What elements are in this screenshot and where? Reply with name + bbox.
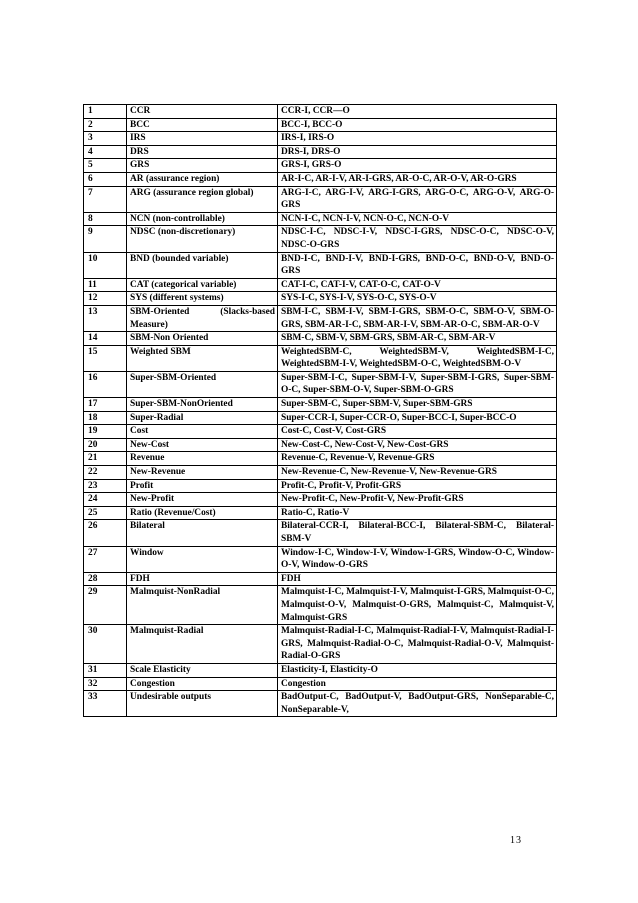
table-row	[84, 172, 557, 186]
table-row	[84, 371, 557, 397]
model-name-cell: GRS	[127, 159, 278, 173]
table-row	[84, 546, 557, 572]
row-number-cell: 17	[84, 398, 127, 412]
row-number-cell: 28	[84, 572, 127, 586]
table-row	[84, 677, 557, 691]
model-name-cell: Scale Elasticity	[127, 663, 278, 677]
row-number-cell: 2	[84, 118, 127, 132]
table-row	[84, 212, 557, 226]
model-variants-cell: GRS-I, GRS-O	[278, 159, 557, 173]
model-name-cell: SBM-Non Oriented	[127, 332, 278, 346]
table-row	[84, 345, 557, 371]
row-number-cell: 31	[84, 663, 127, 677]
model-name-cell: CAT (categorical variable)	[127, 278, 278, 292]
row-number-cell: 32	[84, 677, 127, 691]
row-number-cell: 26	[84, 520, 127, 546]
table-row	[84, 452, 557, 466]
model-variants-cell: Super-CCR-I, Super-CCR-O, Super-BCC-I, Super-BCC-O	[278, 411, 557, 425]
row-number-cell: 1	[84, 105, 127, 119]
model-name-cell: Cost	[127, 425, 278, 439]
row-number-cell: 13	[84, 305, 127, 331]
model-variants-cell: AR-I-C, AR-I-V, AR-I-GRS, AR-O-C, AR-O-V, AR-O-GRS	[278, 172, 557, 186]
model-variants-cell: Malmquist-Radial-I-C, Malmquist-Radial-I-V, Malmquist-Radial-I-GRS, Malmquist-Radial-O-C, Malmquist-Radial-O-V, Malmquist-Radial-O-GRS	[278, 625, 557, 664]
model-variants-cell: Super-SBM-I-C, Super-SBM-I-V, Super-SBM-I-GRS, Super-SBM-O-C, Super-SBM-O-V, Super-SBM-O-GRS	[278, 371, 557, 397]
model-variants-cell: SYS-I-C, SYS-I-V, SYS-O-C, SYS-O-V	[278, 292, 557, 306]
model-name-cell: FDH	[127, 572, 278, 586]
model-variants-cell: New-Profit-C, New-Profit-V, New-Profit-GRS	[278, 493, 557, 507]
model-variants-cell: CCR-I, CCR—O	[278, 105, 557, 119]
model-variants-cell: Window-I-C, Window-I-V, Window-I-GRS, Window-O-C, Window-O-V, Window-O-GRS	[278, 546, 557, 572]
model-variants-cell: Bilateral-CCR-I, Bilateral-BCC-I, Bilateral-SBM-C, Bilateral-SBM-V	[278, 520, 557, 546]
model-name-cell: BCC	[127, 118, 278, 132]
model-variants-cell: CAT-I-C, CAT-I-V, CAT-O-C, CAT-O-V	[278, 278, 557, 292]
model-name-cell: IRS	[127, 132, 278, 146]
table-row	[84, 663, 557, 677]
model-variants-cell: SBM-I-C, SBM-I-V, SBM-I-GRS, SBM-O-C, SBM-O-V, SBM-O-GRS, SBM-AR-I-C, SBM-AR-I-V, SBM-AR-O-C, SBM-AR-O-V	[278, 305, 557, 331]
model-variants-cell: WeightedSBM-C, WeightedSBM-V, WeightedSBM-I-C, WeightedSBM-I-V, WeightedSBM-O-C, WeightedSBM-O-V	[278, 345, 557, 371]
model-name-cell: New-Cost	[127, 438, 278, 452]
row-number-cell: 12	[84, 292, 127, 306]
table-row	[84, 278, 557, 292]
model-variants-cell: Malmquist-I-C, Malmquist-I-V, Malmquist-I-GRS, Malmquist-O-C, Malmquist-O-V, Malmquist-O-GRS, Malmquist-C, Malmquist-V, Malmquist-GRS	[278, 586, 557, 625]
model-name-cell: Super-SBM-Oriented	[127, 371, 278, 397]
table-row	[84, 438, 557, 452]
model-variants-cell: IRS-I, IRS-O	[278, 132, 557, 146]
row-number-cell: 14	[84, 332, 127, 346]
model-name-cell: Super-Radial	[127, 411, 278, 425]
row-number-cell: 15	[84, 345, 127, 371]
model-name-cell: ARG (assurance region global)	[127, 186, 278, 212]
model-name-cell: Profit	[127, 479, 278, 493]
row-number-cell: 9	[84, 226, 127, 252]
model-variants-cell: NCN-I-C, NCN-I-V, NCN-O-C, NCN-O-V	[278, 212, 557, 226]
table-row	[84, 625, 557, 664]
model-variants-cell: Congestion	[278, 677, 557, 691]
model-name-cell: CCR	[127, 105, 278, 119]
model-name-cell: Revenue	[127, 452, 278, 466]
model-name-cell: Super-SBM-NonOriented	[127, 398, 278, 412]
model-name-cell: Window	[127, 546, 278, 572]
table-row	[84, 425, 557, 439]
table-row	[84, 506, 557, 520]
table-row	[84, 226, 557, 252]
table-row	[84, 466, 557, 480]
model-variants-cell: Elasticity-I, Elasticity-O	[278, 663, 557, 677]
row-number-cell: 11	[84, 278, 127, 292]
table-row	[84, 479, 557, 493]
row-number-cell: 21	[84, 452, 127, 466]
model-name-cell: New-Revenue	[127, 466, 278, 480]
model-name-cell: New-Profit	[127, 493, 278, 507]
model-variants-cell: BND-I-C, BND-I-V, BND-I-GRS, BND-O-C, BND-O-V, BND-O-GRS	[278, 252, 557, 278]
row-number-cell: 23	[84, 479, 127, 493]
row-number-cell: 6	[84, 172, 127, 186]
table-row	[84, 105, 557, 119]
row-number-cell: 27	[84, 546, 127, 572]
model-name-cell: Congestion	[127, 677, 278, 691]
row-number-cell: 33	[84, 691, 127, 717]
row-number-cell: 4	[84, 145, 127, 159]
model-variants-cell: BCC-I, BCC-O	[278, 118, 557, 132]
table-row	[84, 252, 557, 278]
model-name-cell: Ratio (Revenue/Cost)	[127, 506, 278, 520]
model-name-cell: NDSC (non-discretionary)	[127, 226, 278, 252]
table-row	[84, 332, 557, 346]
row-number-cell: 22	[84, 466, 127, 480]
model-name-cell: SBM-Oriented (Slacks-based Measure)	[127, 305, 278, 331]
table-row	[84, 411, 557, 425]
model-name-cell: DRS	[127, 145, 278, 159]
model-variants-cell: DRS-I, DRS-O	[278, 145, 557, 159]
table-row	[84, 186, 557, 212]
table-row	[84, 398, 557, 412]
model-variants-cell: ARG-I-C, ARG-I-V, ARG-I-GRS, ARG-O-C, ARG-O-V, ARG-O-GRS	[278, 186, 557, 212]
table-row	[84, 586, 557, 625]
row-number-cell: 29	[84, 586, 127, 625]
row-number-cell: 19	[84, 425, 127, 439]
table-body	[84, 105, 557, 717]
row-number-cell: 20	[84, 438, 127, 452]
model-variants-cell: NDSC-I-C, NDSC-I-V, NDSC-I-GRS, NDSC-O-C, NDSC-O-V, NDSC-O-GRS	[278, 226, 557, 252]
table-row	[84, 118, 557, 132]
model-name-cell: Weighted SBM	[127, 345, 278, 371]
row-number-cell: 5	[84, 159, 127, 173]
row-number-cell: 25	[84, 506, 127, 520]
table-row	[84, 305, 557, 331]
table-row	[84, 145, 557, 159]
row-number-cell: 18	[84, 411, 127, 425]
model-variants-cell: Cost-C, Cost-V, Cost-GRS	[278, 425, 557, 439]
table-row	[84, 132, 557, 146]
table-row	[84, 691, 557, 717]
table-row	[84, 572, 557, 586]
model-variants-cell: FDH	[278, 572, 557, 586]
model-name-cell: NCN (non-controllable)	[127, 212, 278, 226]
row-number-cell: 7	[84, 186, 127, 212]
table-row	[84, 292, 557, 306]
model-variants-cell: Ratio-C, Ratio-V	[278, 506, 557, 520]
table-row	[84, 159, 557, 173]
model-name-cell: Malmquist-Radial	[127, 625, 278, 664]
model-name-cell: SYS (different systems)	[127, 292, 278, 306]
model-variants-cell: New-Revenue-C, New-Revenue-V, New-Revenue-GRS	[278, 466, 557, 480]
model-variants-cell: New-Cost-C, New-Cost-V, New-Cost-GRS	[278, 438, 557, 452]
row-number-cell: 3	[84, 132, 127, 146]
row-number-cell: 24	[84, 493, 127, 507]
table-row	[84, 520, 557, 546]
table-row	[84, 493, 557, 507]
row-number-cell: 16	[84, 371, 127, 397]
page-number: 13	[510, 835, 522, 846]
row-number-cell: 30	[84, 625, 127, 664]
model-name-cell: Malmquist-NonRadial	[127, 586, 278, 625]
row-number-cell: 8	[84, 212, 127, 226]
model-variants-cell: SBM-C, SBM-V, SBM-GRS, SBM-AR-C, SBM-AR-V	[278, 332, 557, 346]
model-variants-cell: Super-SBM-C, Super-SBM-V, Super-SBM-GRS	[278, 398, 557, 412]
model-variants-cell: Revenue-C, Revenue-V, Revenue-GRS	[278, 452, 557, 466]
model-name-cell: AR (assurance region)	[127, 172, 278, 186]
row-number-cell: 10	[84, 252, 127, 278]
model-name-cell: Undesirable outputs	[127, 691, 278, 717]
model-name-cell: Bilateral	[127, 520, 278, 546]
model-variants-cell: Profit-C, Profit-V, Profit-GRS	[278, 479, 557, 493]
model-name-cell: BND (bounded variable)	[127, 252, 278, 278]
dea-models-table	[83, 104, 557, 717]
model-variants-cell: BadOutput-C, BadOutput-V, BadOutput-GRS, NonSeparable-C, NonSeparable-V,	[278, 691, 557, 717]
